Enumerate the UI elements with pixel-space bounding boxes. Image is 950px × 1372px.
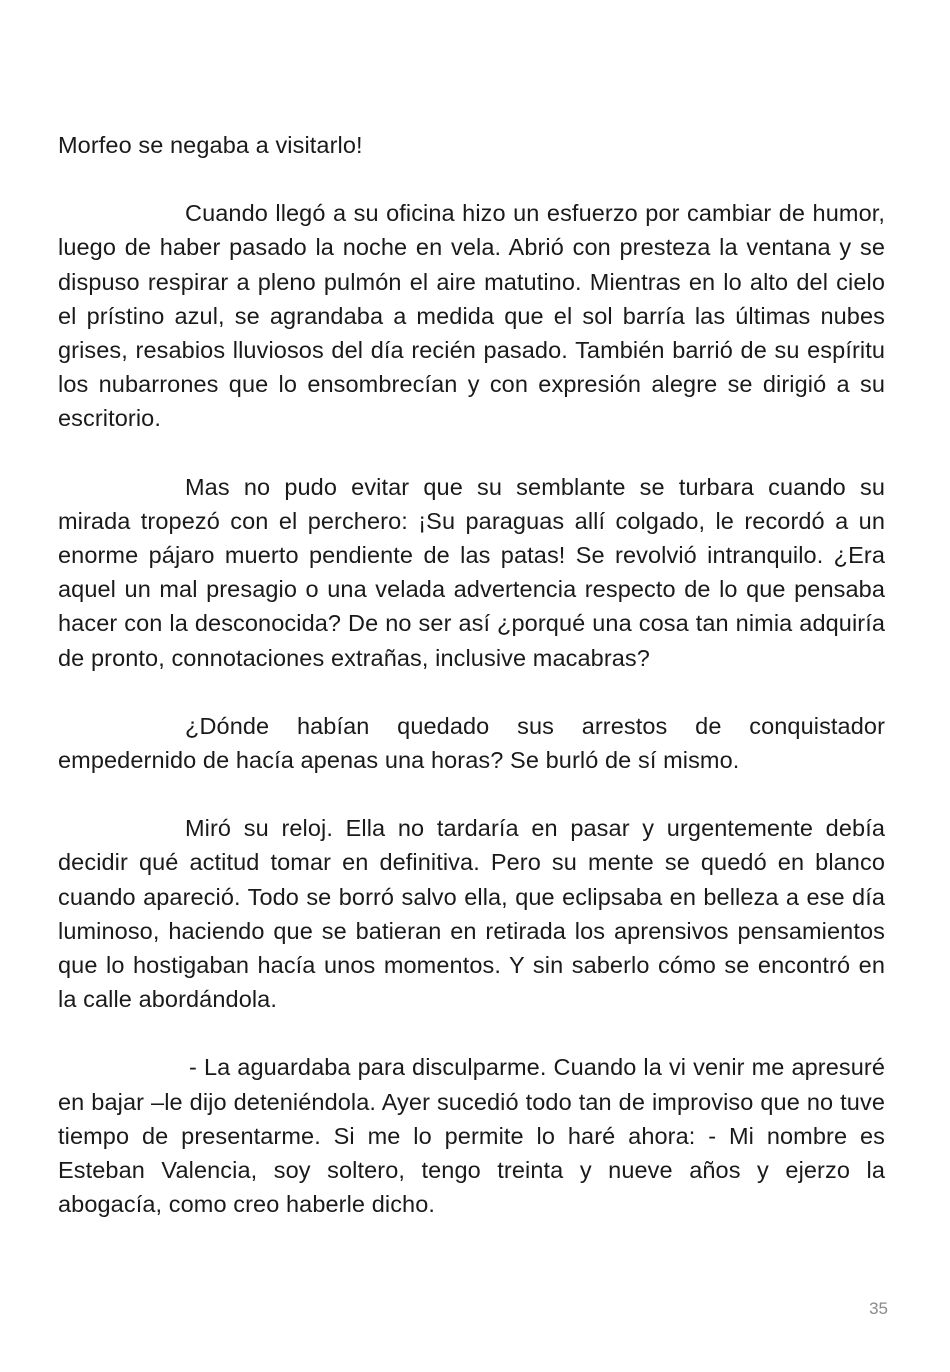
paragraph-3: Mas no pudo evitar que su semblante se turbara cuando su mirada tropezó con el perchero: ¡Su paraguas allí colgado, le recordó a un enorme pájaro muerto pendiente de las patas! Se revolvió intranquilo. ¿Era aquel un mal presagio o una velada advertencia respecto de lo que pensaba hacer con la desconocida? De no ser así ¿porqué una cosa tan nimia adquiría de pronto, connotaciones extrañas, inclusive macabras?	[58, 473, 885, 671]
paragraph-4: ¿Dónde habían quedado sus arrestos de conquistador empedernido de hacía apenas una horas? Se burló de sí mismo.	[58, 712, 885, 774]
paragraph-2: Cuando llegó a su oficina hizo un esfuerzo por cambiar de humor, luego de haber pasado la noche en vela. Abrió con presteza la ventana y se dispuso respirar a pleno pulmón el aire matutino. Mientras en lo alto del cielo el prístino azul, se agrandaba a medida que el sol barría las últimas nubes grises, resabios lluviosos del día recién pasado. También barrió de su espíritu los nubarrones que lo ensombrecían y con expresión alegre se dirigió a su escritorio.	[58, 200, 885, 432]
paragraph-6: - La aguardaba para disculparme. Cuando la vi venir me apresuré en bajar –le dijo deteniéndola. Ayer sucedió todo tan de improviso que no tuve tiempo de presentarme. Si me lo permite lo haré ahora: - Mi nombre es Esteban Valencia, soy soltero, tengo treinta y nueve años y ejerzo la abogacía, como creo haberle dicho.	[58, 1054, 885, 1218]
paragraph-5: Miró su reloj. Ella no tardaría en pasar y urgentemente debía decidir qué actitud tomar en definitiva. Pero su mente se quedó en blanco cuando apareció. Todo se borró salvo ella, que eclipsaba en belleza a ese día luminoso, haciendo que se batieran en retirada los aprensivos pensamientos que lo hostigaban hacía unos momentos. Y sin saberlo cómo se encontró en la calle abordándola.	[58, 815, 885, 1013]
paragraph-1: Morfeo se negaba a visitarlo!	[58, 132, 363, 158]
page-number: 35	[869, 1299, 888, 1318]
document-body	[58, 128, 885, 1221]
